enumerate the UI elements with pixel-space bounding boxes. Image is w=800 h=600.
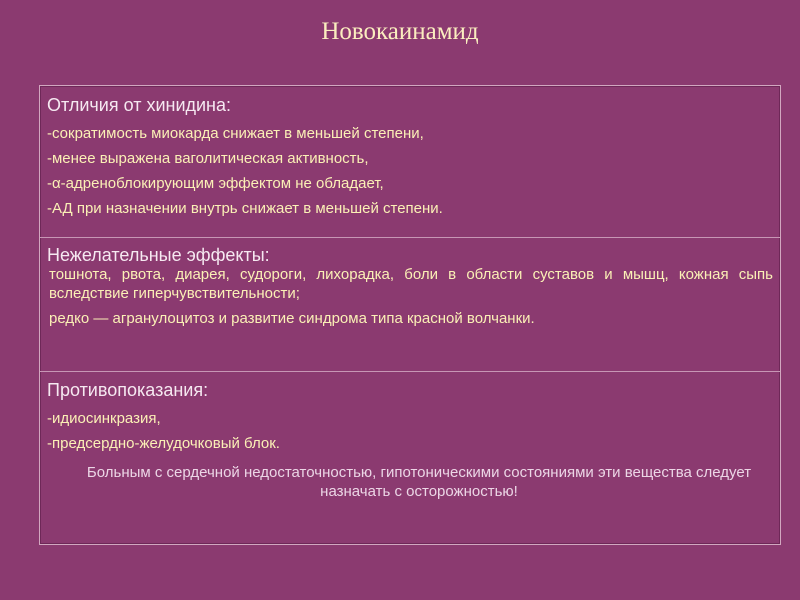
differences-item: -α-адреноблокирующим эффектом не обладает,: [47, 175, 384, 192]
contraindications-item: -идиосинкразия,: [47, 410, 161, 427]
differences-item: -АД при назначении внутрь снижает в меньшей степени.: [47, 200, 443, 217]
differences-cell: [40, 86, 780, 237]
differences-item: -сократимость миокарда снижает в меньшей степени,: [47, 125, 424, 142]
side-effects-cell: [40, 237, 780, 371]
contraindications-item: -предсердно-желудочковый блок.: [47, 435, 280, 452]
contraindications-heading: Противопоказания:: [47, 380, 209, 400]
differences-heading: Отличия от хинидина:: [47, 95, 232, 115]
caution-note: Больным с сердечной недостаточностью, гипотоническими состояниями эти вещества следует назначать с осторожностью!: [86, 464, 752, 500]
contraindications-cell: [40, 371, 780, 544]
differences-item: -менее выражена ваголитическая активность,: [47, 150, 369, 167]
content-table: [39, 85, 781, 545]
slide-title: Новокаинамид: [321, 18, 479, 45]
side-effects-heading: Нежелательные эффекты:: [47, 245, 270, 265]
side-effects-text: тошнота, рвота, диарея, судороги, лихорадка, боли в области суставов и мышц, кожная сыпь вследствие гиперчувствительности;: [49, 266, 773, 302]
side-effects-rare: редко — агранулоцитоз и развитие синдрома типа красной волчанки.: [49, 310, 535, 327]
